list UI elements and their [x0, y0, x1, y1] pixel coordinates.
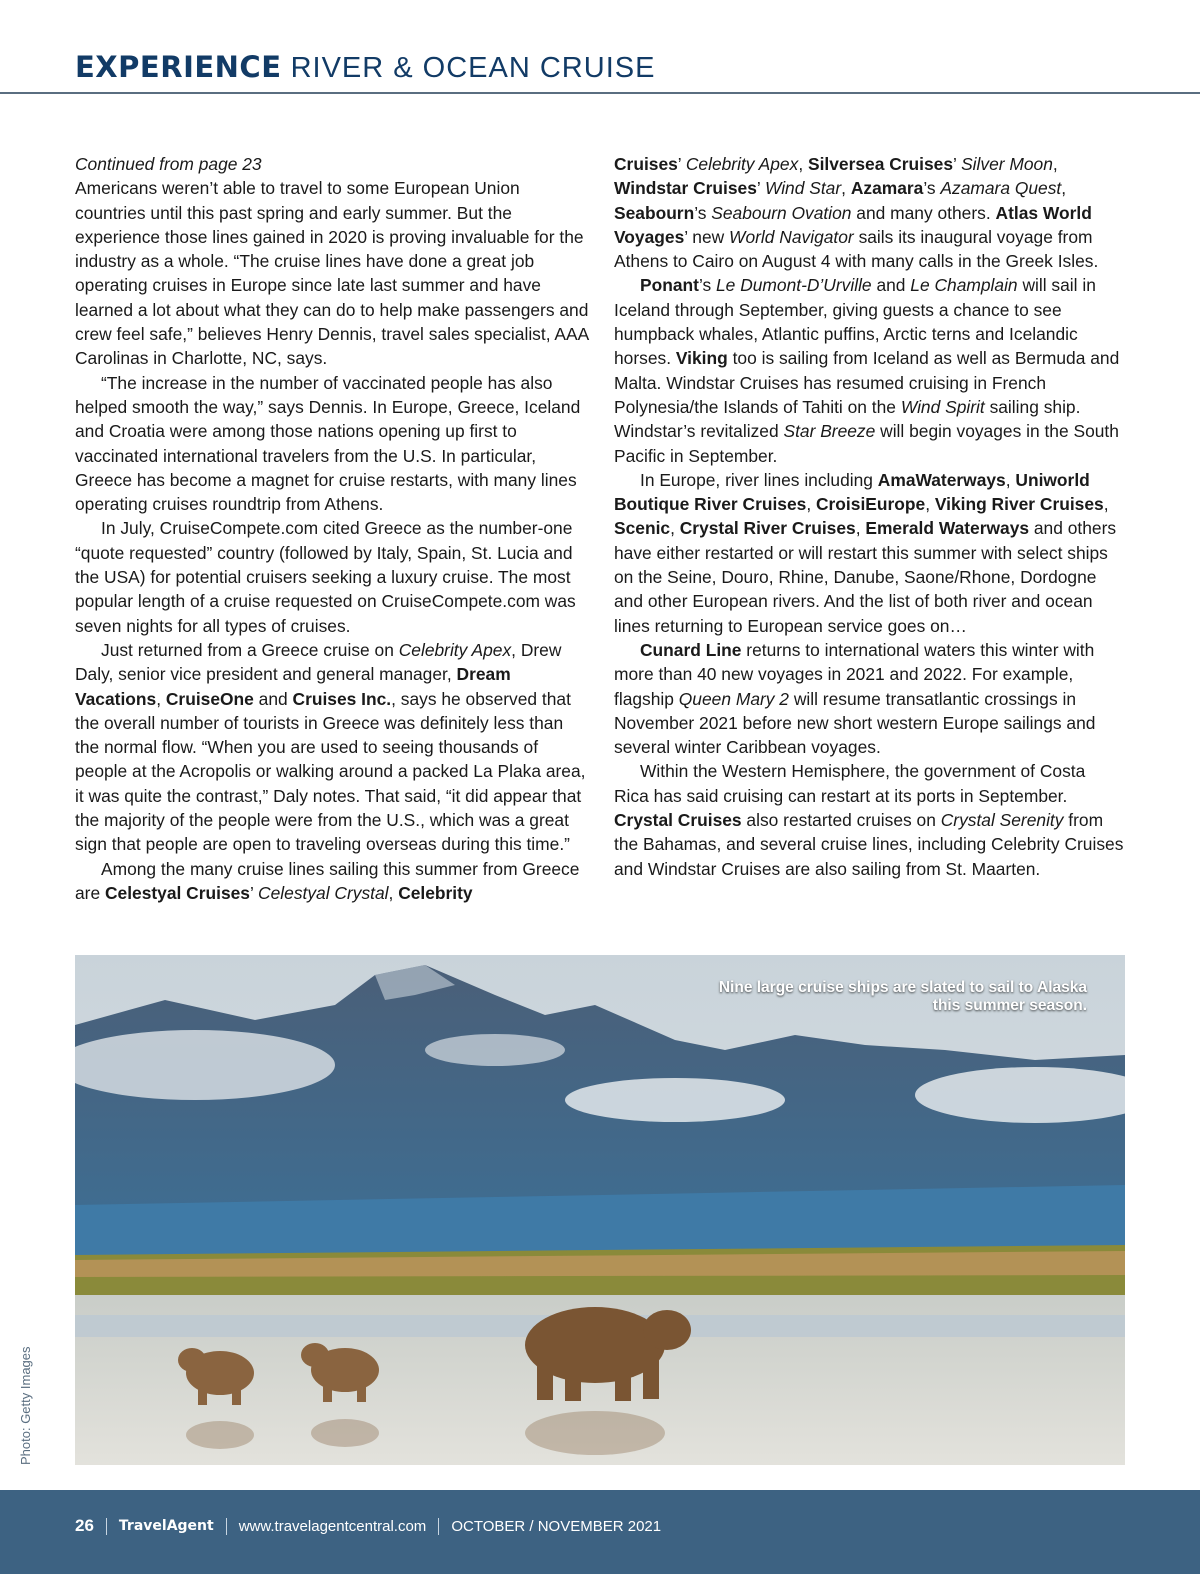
- photo-caption: Nine large cruise ships are slated to sail to Alaska this summer season.: [718, 979, 1087, 1014]
- paragraph: Americans weren’t able to travel to some European Union countries until this past spring and early summer. But the experience those lines gained in 2020 is proving invaluable for the industry as a whole. “The cruise lines have done a great job operating cruises in Europe since late last summer and have learned a lot about what they can do to help make passengers and crew feel safe,” believes Henry Dennis, travel sales specialist, AAA Carolinas in Charlotte, NC, says.: [75, 178, 589, 369]
- paragraph: In Europe, river lines including AmaWaterways, Uniworld Boutique River Cruises, CroisiEurope, Viking River Cruises, Scenic, Crystal River Cruises, Emerald Waterways and others have either restarted or will restart this summer with select ships on the Seine, Douro, Rhine, Danube, Saone/Rhone, Dordogne and other European rivers. And the list of both river and ocean lines returning to European service goes on…: [614, 469, 1117, 636]
- page-header: [0, 0, 1200, 94]
- site-url[interactable]: www.travelagentcentral.com: [238, 1517, 427, 1535]
- alaska-bears-photo: [75, 955, 1125, 1465]
- continued-note: Continued from page 23: [75, 154, 262, 174]
- divider: [226, 1518, 227, 1535]
- divider: [438, 1518, 439, 1535]
- paragraph: Just returned from a Greece cruise on Celebrity Apex, Drew Daly, senior vice president and general manager, Dream Vacations, CruiseOne and Cruises Inc., says he observed that the overall number of tourists in Greece was definitely less than the normal flow. “When you are used to seeing thousands of people at the Acropolis or walking around a packed La Plaka area, it was quite the contrast,” Daly notes. That said, “it did appear that the majority of the people were from the U.S., which was a great sign that people are open to traveling overseas during this time.”: [75, 639, 586, 855]
- paragraph: Among the many cruise lines sailing this summer from Greece are Celestyal Cruises’ Celestyal Crystal, Celebrity: [75, 858, 580, 903]
- page-footer: [0, 1490, 1200, 1574]
- divider: [106, 1518, 107, 1535]
- section-title: EXPERIENCE RIVER & OCEAN CRUISE: [75, 50, 656, 84]
- article-column-left: [75, 152, 590, 905]
- article-column-right: [614, 152, 1124, 881]
- paragraph: Ponant’s Le Dumont-D’Urville and Le Champlain will sail in Iceland through September, giving guests a chance to see humpback whales, Atlantic puffins, Arctic terns and Icelandic horses. Viking too is sailing from Iceland as well as Bermuda and Malta. Windstar Cruises has resumed cruising in French Polynesia/the Islands of Tahiti on the Wind Spirit sailing ship. Windstar’s revitalized Star Breeze will begin voyages in the South Pacific in September.: [614, 275, 1120, 466]
- issue-date: OCTOBER / NOVEMBER 2021: [451, 1517, 662, 1535]
- landscape-illustration: [75, 955, 1125, 1465]
- paragraph: Cunard Line returns to international waters this winter with more than 40 new voyages in 2021 and 2022. For example, flagship Queen Mary 2 will resume transatlantic crossings in November 2021 before new short western Europe sailings and several winter Caribbean voyages.: [614, 639, 1096, 758]
- paragraph: In July, CruiseCompete.com cited Greece as the number-one “quote requested” country (followed by Italy, Spain, St. Lucia and the USA) for potential cruisers seeking a luxury cruise. The most popular length of a cruise requested on CruiseCompete.com was seven nights for all types of cruises.: [75, 518, 576, 636]
- paragraph: Within the Western Hemisphere, the government of Costa Rica has said cruising can restart at its ports in September. Crystal Cruises also restarted cruises on Crystal Serenity from the Bahamas, and several cruise lines, including Celebrity Cruises and Windstar Cruises are also sailing from St. Maarten.: [614, 761, 1124, 879]
- page-number: 26: [75, 1516, 94, 1535]
- photo-credit: Photo: Getty Images: [18, 1346, 33, 1465]
- brand-logo: TravelAgent: [118, 1518, 214, 1534]
- paragraph: “The increase in the number of vaccinated people has also helped smooth the way,” says Dennis. In Europe, Greece, Iceland and Croatia were among those nations opening up first to vaccinated international travelers from the U.S. In particular, Greece has become a magnet for cruise restarts, with many lines operating cruises roundtrip from Athens.: [75, 372, 581, 515]
- paragraph: Cruises’ Celebrity Apex, Silversea Cruises’ Silver Moon, Windstar Cruises’ Wind Star, Azamara’s Azamara Quest, Seabourn’s Seabourn Ovation and many others. Atlas World Voyages’ new World Navigator sails its inaugural voyage from Athens to Cairo on August 4 with many calls in the Greek Isles.: [614, 154, 1099, 272]
